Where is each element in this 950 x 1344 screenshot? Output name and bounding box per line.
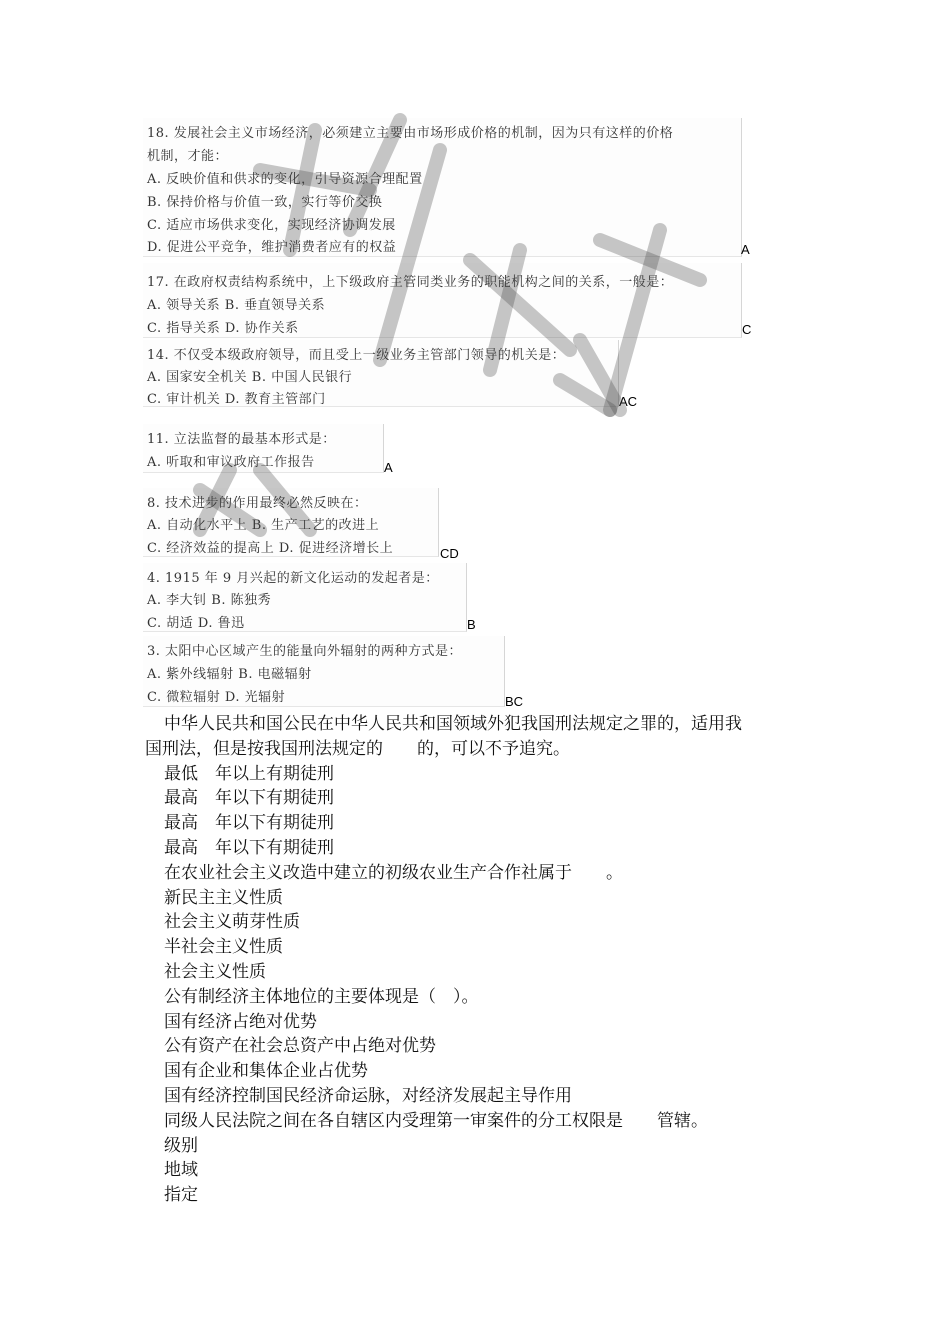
- option: 国有经济控制国民经济命运脉，对经济发展起主导作用: [164, 1085, 572, 1106]
- option: 最低 年以上有期徒刑: [164, 763, 334, 784]
- option: 最高 年以下有期徒刑: [164, 837, 334, 858]
- scan-line: 14. 不仅受本级政府领导，而且受上一级业务主管部门领导的机关是：: [147, 348, 566, 363]
- scan-line: A. 反映价值和供求的变化，引导资源合理配置: [147, 172, 423, 187]
- body-text: [145, 712, 825, 1208]
- question-3: 公有制经济主体地位的主要体现是（ ）。: [164, 986, 479, 1007]
- option: 指定: [164, 1185, 198, 1206]
- option: 地域: [164, 1160, 198, 1181]
- scan-question-14: [143, 340, 619, 407]
- option: 国有企业和集体企业占优势: [164, 1061, 368, 1082]
- answer-q8: CD: [440, 546, 459, 561]
- scan-line: C. 经济效益的提高上 D. 促进经济增长上: [147, 541, 394, 556]
- scan-line: 机制，才能：: [147, 149, 229, 164]
- option: 新民主主义性质: [164, 887, 283, 908]
- scan-question-3: [143, 636, 505, 707]
- scan-line: C. 审计机关 D. 教育主管部门: [147, 392, 326, 407]
- option: 国有经济占绝对优势: [164, 1011, 317, 1032]
- scan-line: 4. 1915 年 9 月兴起的新文化运动的发起者是：: [147, 571, 439, 586]
- scan-line: C. 指导关系 D. 协作关系: [147, 321, 299, 336]
- answer-q14: AC: [619, 394, 638, 409]
- option: 级别: [164, 1135, 198, 1156]
- question-4: 同级人民法院之间在各自辖区内受理第一审案件的分工权限是 管辖。: [164, 1110, 708, 1131]
- scan-question-17: [143, 263, 742, 338]
- scan-line: A. 李大钊 B. 陈独秀: [147, 593, 272, 608]
- scan-line: 18. 发展社会主义市场经济，必须建立主要由市场形成价格的机制，因为只有这样的价格: [147, 126, 674, 141]
- scan-line: A. 听取和审议政府工作报告: [147, 455, 315, 470]
- scan-line: A. 国家安全机关 B. 中国人民银行: [147, 370, 353, 385]
- scan-line: B. 保持价格与价值一致，实行等价交换: [147, 195, 383, 210]
- scan-line: 11. 立法监督的最基本形式是：: [147, 432, 336, 447]
- scan-line: C. 微粒辐射 D. 光辐射: [147, 690, 286, 705]
- answer-q3: BC: [505, 694, 524, 709]
- scan-question-4: [143, 563, 467, 632]
- scan-question-8: [143, 488, 439, 557]
- scan-line: D. 促进公平竞争，维护消费者应有的权益: [147, 240, 397, 255]
- scan-line: 17. 在政府权责结构系统中，上下级政府主管同类业务的职能机构之间的关系，一般是：: [147, 275, 674, 290]
- question-1-line-2: 国刑法，但是按我国刑法规定的 的，可以不予追究。: [145, 738, 570, 759]
- scan-line: C. 胡适 D. 鲁迅: [147, 616, 245, 631]
- answer-q11: A: [384, 460, 393, 475]
- scan-line: A. 自动化水平上 B. 生产工艺的改进上: [147, 518, 380, 533]
- scan-line: 3. 太阳中心区域产生的能量向外辐射的两种方式是：: [147, 644, 463, 659]
- answer-q17: C: [742, 322, 752, 337]
- scan-line: C. 适应市场供求变化，实现经济协调发展: [147, 218, 396, 233]
- answer-q4: B: [467, 617, 476, 632]
- option: 公有资产在社会总资产中占绝对优势: [164, 1036, 436, 1057]
- option: 最高 年以下有期徒刑: [164, 788, 334, 809]
- option: 社会主义萌芽性质: [164, 912, 300, 933]
- scan-question-18: [143, 118, 742, 257]
- question-2: 在农业社会主义改造中建立的初级农业生产合作社属于 。: [164, 862, 623, 883]
- scan-line: 8. 技术进步的作用最终必然反映在：: [147, 496, 368, 511]
- option: 最高 年以下有期徒刑: [164, 813, 334, 834]
- option: 半社会主义性质: [164, 937, 283, 958]
- scan-line: A. 紫外线辐射 B. 电磁辐射: [147, 667, 312, 682]
- option: 社会主义性质: [164, 961, 266, 982]
- answer-q18: A: [741, 242, 750, 257]
- question-1-line-1: 中华人民共和国公民在中华人民共和国领域外犯我国刑法规定之罪的，适用我: [164, 714, 742, 734]
- scan-line: A. 领导关系 B. 垂直领导关系: [147, 298, 326, 313]
- scan-question-11: [143, 424, 384, 473]
